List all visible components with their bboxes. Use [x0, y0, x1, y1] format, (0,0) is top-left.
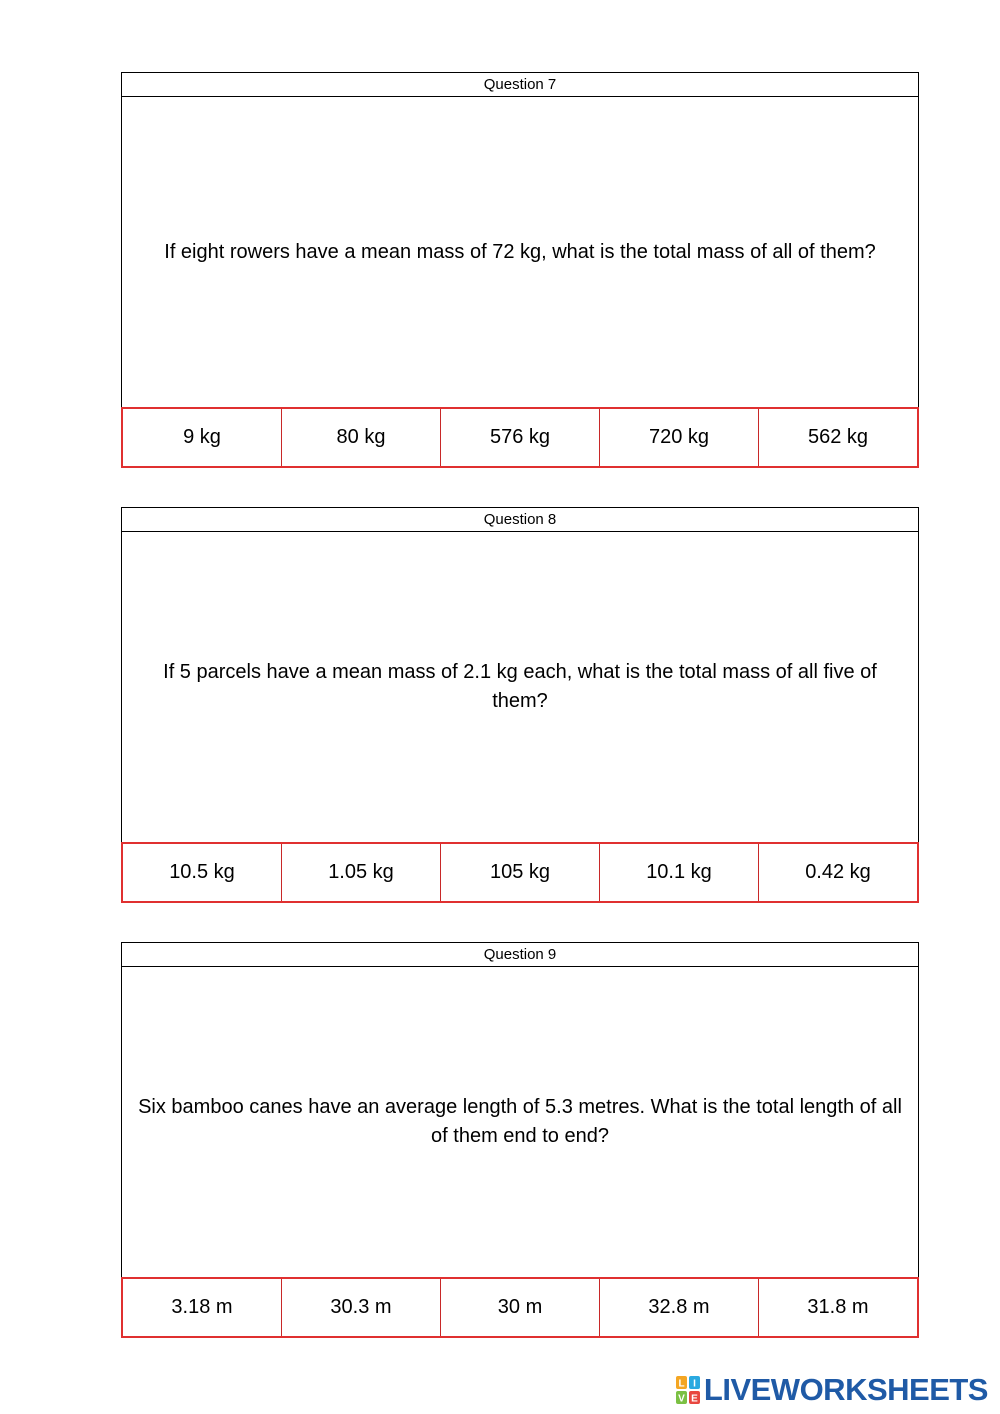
- answer-option-4[interactable]: 32.8 m: [600, 1279, 759, 1336]
- question-header: Question 7: [121, 72, 919, 97]
- answer-option-1[interactable]: 3.18 m: [123, 1279, 282, 1336]
- question-text-area: [121, 97, 919, 407]
- answer-option-5[interactable]: 0.42 kg: [759, 844, 917, 901]
- answer-option-1[interactable]: 9 kg: [123, 409, 282, 466]
- question-text: Six bamboo canes have an average length of 5.3 metres. What is the total length of all of them end to end?: [138, 1096, 902, 1147]
- logo-letter-e: E: [691, 1393, 698, 1404]
- answer-row: [121, 842, 919, 903]
- question-header: Question 9: [121, 942, 919, 967]
- answer-row: [121, 1277, 919, 1338]
- question-text: If eight rowers have a mean mass of 72 kg, what is the total mass of all of them?: [164, 240, 876, 263]
- question-card-8: [121, 507, 919, 903]
- answer-option-2[interactable]: 80 kg: [282, 409, 441, 466]
- logo-text: LIVEWORKSHEETS: [703, 1372, 988, 1407]
- answer-row: [121, 407, 919, 468]
- logo-icon: [676, 1376, 700, 1404]
- question-card-9: [121, 942, 919, 1338]
- question-card-7: [121, 72, 919, 468]
- answer-option-4[interactable]: 10.1 kg: [600, 844, 759, 901]
- logo-letter-i: I: [693, 1378, 696, 1390]
- logo-letter-v: V: [678, 1393, 685, 1404]
- question-header: Question 8: [121, 507, 919, 532]
- question-text-area: [121, 532, 919, 842]
- logo-letter-l: L: [678, 1378, 685, 1390]
- answer-option-1[interactable]: 10.5 kg: [123, 844, 282, 901]
- answer-option-5[interactable]: 31.8 m: [759, 1279, 917, 1336]
- question-text: If 5 parcels have a mean mass of 2.1 kg each, what is the total mass of all five of them?: [163, 661, 877, 712]
- answer-option-4[interactable]: 720 kg: [600, 409, 759, 466]
- answer-option-2[interactable]: 1.05 kg: [282, 844, 441, 901]
- liveworksheets-logo: [676, 1372, 988, 1408]
- answer-option-5[interactable]: 562 kg: [759, 409, 917, 466]
- answer-option-2[interactable]: 30.3 m: [282, 1279, 441, 1336]
- answer-option-3[interactable]: 105 kg: [441, 844, 600, 901]
- answer-option-3[interactable]: 576 kg: [441, 409, 600, 466]
- answer-option-3[interactable]: 30 m: [441, 1279, 600, 1336]
- question-text-area: [121, 967, 919, 1277]
